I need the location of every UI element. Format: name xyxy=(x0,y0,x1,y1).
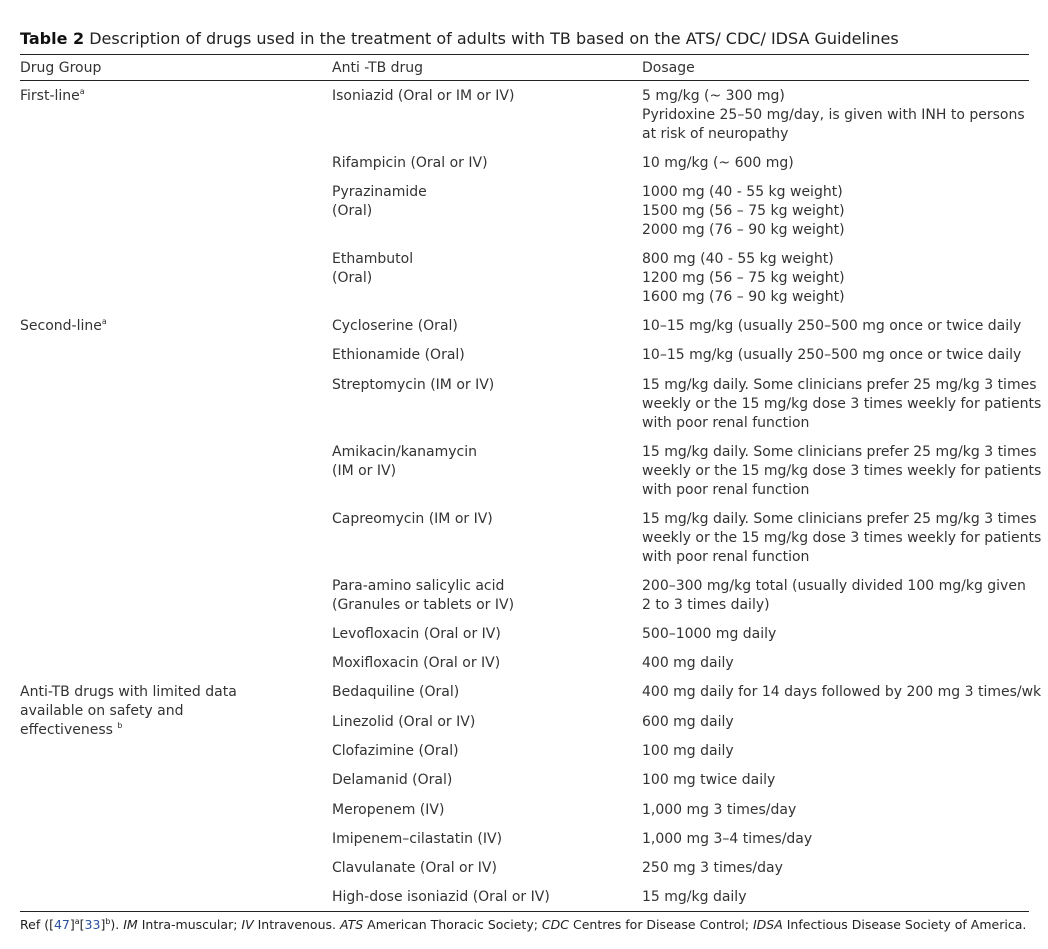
drug-name: Clavulanate (Oral or IV) xyxy=(332,860,497,876)
drug-dosage: 10–15 mg/kg (usually 250–500 mg once or twice daily xyxy=(642,318,1022,334)
drug-dosage: 400 mg daily xyxy=(642,655,734,671)
drug-dosage: 10–15 mg/kg (usually 250–500 mg once or twice daily xyxy=(642,347,1022,363)
table-title: Description of drugs used in the treatment of adults with TB based on the ATS/ CDC/ IDSA Guidelines xyxy=(89,29,899,48)
drug-dosage: 15 mg/kg daily. Some clinicians prefer 25 mg/kg 3 times weekly or the 15 mg/kg dose 3 times weekly for patients with poor renal function xyxy=(642,377,1042,431)
drug-name: Para-amino salicylic acid (Granules or tablets or IV) xyxy=(332,578,515,613)
reference-link-33[interactable]: 33 xyxy=(84,917,101,932)
drug-name: Moxifloxacin (Oral or IV) xyxy=(332,655,501,671)
drug-name: Delamanid (Oral) xyxy=(332,772,453,788)
drug-name: Streptomycin (IM or IV) xyxy=(332,377,495,393)
reference-link-47[interactable]: 47 xyxy=(53,917,70,932)
drug-dosage: 400 mg daily for 14 days followed by 200 mg 3 times/wk xyxy=(642,684,1042,700)
drug-dosage: 15 mg/kg daily. Some clinicians prefer 25 mg/kg 3 times weekly or the 15 mg/kg dose 3 times weekly for patients with poor renal function xyxy=(642,511,1042,565)
header-drug-group: Drug Group xyxy=(20,60,102,76)
drug-name: Meropenem (IV) xyxy=(332,802,445,818)
drug-dosage: 15 mg/kg daily. Some clinicians prefer 25 mg/kg 3 times weekly or the 15 mg/kg dose 3 times weekly for patients with poor renal function xyxy=(642,444,1042,498)
drug-dosage: 100 mg twice daily xyxy=(642,772,776,788)
drug-dosage: 800 mg (40 - 55 kg weight) 1200 mg (56 – 75 kg weight) 1600 mg (76 – 90 kg weight) xyxy=(642,251,845,305)
drug-dosage: 100 mg daily xyxy=(642,743,734,759)
drug-dosage: 1000 mg (40 - 55 kg weight) 1500 mg (56 – 75 kg weight) 2000 mg (76 – 90 kg weight) xyxy=(642,184,845,238)
header-anti-tb-drug: Anti -TB drug xyxy=(332,60,424,76)
group-limited-data: Anti-TB drugs with limited data available on safety and effectiveness $^b$ xyxy=(20,684,237,738)
drug-dosage: 600 mg daily xyxy=(642,714,734,730)
drug-name: Isoniazid (Oral or IM or IV) xyxy=(332,88,515,104)
drug-dosage: 5 mg/kg (~ 300 mg) Pyridoxine 25–50 mg/day, is given with INH to persons at risk of neuropathy xyxy=(642,88,1025,142)
drug-name: Linezolid (Oral or IV) xyxy=(332,714,476,730)
group-second-line: Second-line$^a$ xyxy=(20,317,107,334)
drug-name: Capreomycin (IM or IV) xyxy=(332,511,493,527)
header-rule xyxy=(20,80,1029,81)
top-rule xyxy=(20,54,1029,55)
drug-name: Amikacin/kanamycin (IM or IV) xyxy=(332,444,477,479)
drug-dosage: 500–1000 mg daily xyxy=(642,626,777,642)
drug-dosage: 1,000 mg 3 times/day xyxy=(642,802,797,818)
drug-name: Pyrazinamide (Oral) xyxy=(332,184,427,219)
drug-dosage: 10 mg/kg (~ 600 mg) xyxy=(642,155,794,171)
bottom-rule xyxy=(20,911,1029,912)
drug-name: Ethambutol (Oral) xyxy=(332,251,414,286)
drug-name: Rifampicin (Oral or IV) xyxy=(332,155,488,171)
table-footnote: Ref $([47]^a[33]^b)$. IM Intra-muscular; IV Intravenous. ATS American Thoracic Society; CDC Centres for Disease Control; IDSA Infectious Disease Society of America. xyxy=(20,917,1027,932)
drug-dosage: 200–300 mg/kg total (usually divided 100 mg/kg given 2 to 3 times daily) xyxy=(642,578,1026,613)
drug-dosage: 15 mg/kg daily xyxy=(642,889,747,905)
drug-name: Levofloxacin (Oral or IV) xyxy=(332,626,501,642)
table-label: Table 2 xyxy=(20,29,85,48)
drug-name: Bedaquiline (Oral) xyxy=(332,684,460,700)
drug-dosage: 250 mg 3 times/day xyxy=(642,860,783,876)
drug-name: High-dose isoniazid (Oral or IV) xyxy=(332,889,550,905)
drug-dosage: 1,000 mg 3–4 times/day xyxy=(642,831,813,847)
table-caption xyxy=(20,29,899,49)
group-first-line: First-line$^a$ xyxy=(20,87,85,104)
drug-name: Ethionamide (Oral) xyxy=(332,347,465,363)
drug-name: Imipenem–cilastatin (IV) xyxy=(332,831,503,847)
header-dosage: Dosage xyxy=(642,60,695,76)
drug-name: Cycloserine (Oral) xyxy=(332,318,458,334)
drug-name: Clofazimine (Oral) xyxy=(332,743,459,759)
